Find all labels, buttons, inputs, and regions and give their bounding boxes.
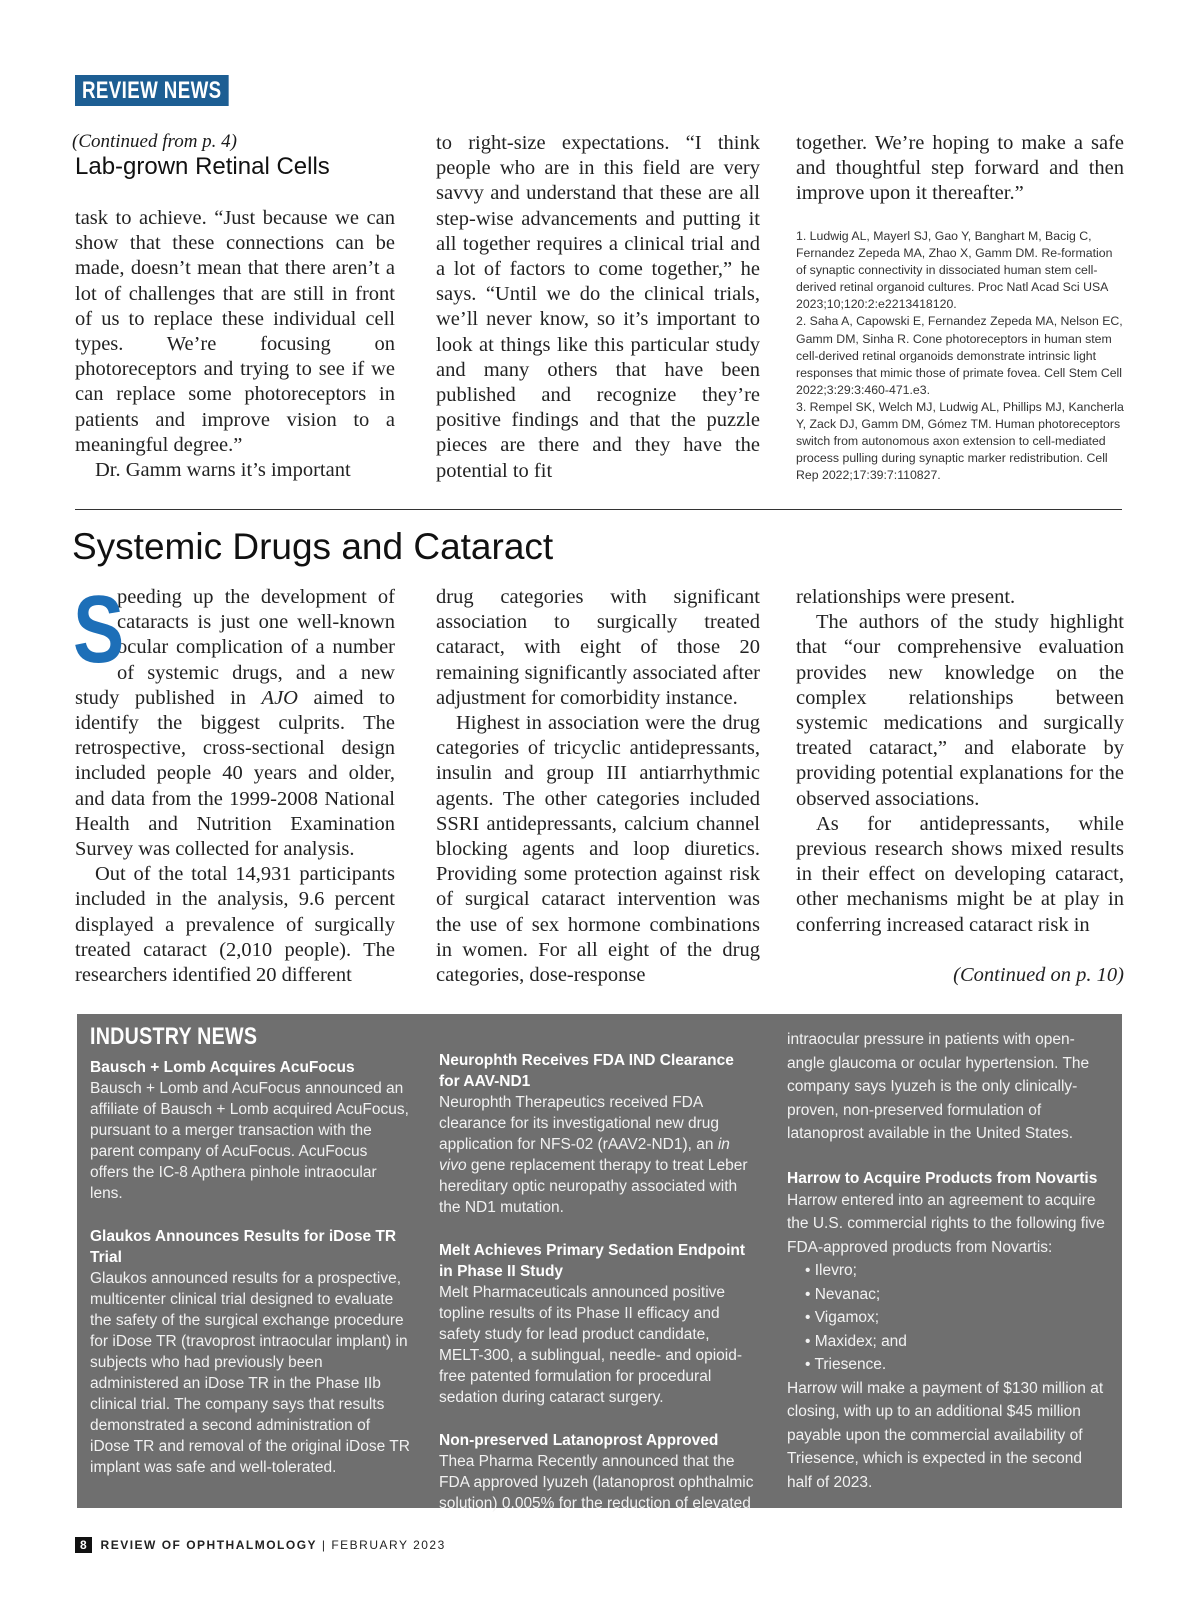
news-headline: Glaukos Announces Results for iDose TR Trial <box>90 1228 397 1266</box>
industry-news-title: INDUSTRY NEWS <box>90 1023 258 1050</box>
paragraph: As for antidepressants, while previous research shows mixed results in their effect on developing cataract, other mechanisms might be at play in conferring increased cataract risk in <box>796 812 1124 936</box>
publication-name: REVIEW OF OPHTHALMOLOGY <box>100 1538 318 1552</box>
paragraph: together. We’re hoping to make a safe and thoughtful step forward and then improve upon it thereafter.” <box>796 132 1124 205</box>
section-divider <box>75 509 1122 510</box>
list-item: • Maxidex; and <box>805 1330 1109 1354</box>
drop-cap: S <box>73 576 125 683</box>
news-body: Harrow will make a payment of $130 million at closing, with up to an additional $45 million payable upon the commercial availability of Triesence, which is expected in the second half of 2023. <box>787 1379 1104 1491</box>
paragraph: task to achieve. “Just because we can show that these connections can be made, doesn’t mean that there aren’t a lot of challenges that are still in front of us to replace these individual cell types. We’re focusing on photoreceptors and trying to see if we can replace some photoreceptors in patients and improve vision to a meaningful degree.” <box>75 207 395 456</box>
industry-news-box <box>77 1014 1122 1512</box>
reference-item: 3. Rempel SK, Welch MJ, Ludwig AL, Phillips MJ, Kancherla Y, Zack DJ, Gamm DM, Gómez TM. Human photoreceptors switch from autonomous axon extension to cell-mediated process pulling during synaptic marker redistribution. Cell Rep 2022;17:39:7:110827. <box>796 399 1124 483</box>
article-title: Lab-grown Retinal Cells <box>75 153 330 180</box>
page-footer <box>75 1537 446 1553</box>
paragraph: Dr. Gamm warns it’s important <box>95 459 351 482</box>
paragraph: to right-size expectations. “I think people who are in this field are very savvy and understand that these are all step-wise advancements and putting it all together requires a clinical trial and a lot of factors to come together,” he says. “Until we do the clinical trials, we’ll never know, so it’s important to look at things like this particular study and many others that have been published and recognize they’re positive findings and that the puzzle pieces are there and they have the potential to fit <box>436 132 760 482</box>
news-body: Thea Pharma Recently announced that the FDA approved Iyuzeh (latanoprost ophthalmic solution) 0.005% for the reduction of elevated <box>439 1453 754 1512</box>
list-item: • Triesence. <box>805 1353 1109 1377</box>
paragraph: The authors of the study highlight that “our comprehensive evaluation provides new knowledge on the complex relationships between systemic medications and surgically treated cataract,” and elaborate by providing potential explanations for the observed associations. <box>796 611 1124 810</box>
page-number: 8 <box>75 1537 92 1553</box>
continued-from-note: (Continued from p. 4) <box>72 131 238 152</box>
references-list <box>796 228 1124 484</box>
product-list <box>787 1259 1109 1377</box>
list-item: • Vigamox; <box>805 1306 1109 1330</box>
news-body: Harrow entered into an agreement to acquire the U.S. commercial rights to the following five FDA-approved products from Novartis: <box>787 1191 1105 1256</box>
section-tag: REVIEW NEWS <box>75 75 229 106</box>
footer-separator: | <box>321 1538 327 1552</box>
main-article-column-1 <box>73 576 395 988</box>
news-headline: Bausch + Lomb Acquires AcuFocus <box>90 1059 355 1076</box>
list-item: • Ilevro; <box>805 1259 1109 1283</box>
news-headline: Melt Achieves Primary Sedation Endpoint in Phase II Study <box>439 1242 746 1280</box>
industry-news-column-3 <box>787 1028 1109 1494</box>
issue-date: FEBRUARY 2023 <box>331 1538 446 1552</box>
news-headline: Non-preserved Latanoprost Approved <box>439 1432 719 1449</box>
news-headline: Harrow to Acquire Products from Novartis <box>787 1169 1098 1187</box>
reference-item: 2. Saha A, Capowski E, Fernandez Zepeda MA, Nelson EC, Gamm DM, Sinha R. Cone photoreceptors in human stem cell-derived retinal organoids demonstrate intrinsic light responses that mimic those of primate fovea. Cell Stem Cell 2022;3:29:3:460-471.e3. <box>796 314 1123 397</box>
top-article-column-3 <box>796 131 1124 207</box>
paragraph: S peeding up the development of cataracts is just one well-known ocular complication of a number of systemic drugs, and a new study published in AJO aimed to identify the biggest culprits. The retrospective, cross-sectional design included people 40 years and older, and data from the 1999-2008 National Health and Nutrition Examination Survey was collected for analysis. <box>73 576 395 861</box>
news-body: Melt Pharmaceuticals announced positive topline results of its Phase II efficacy and safety study for lead product candidate, MELT-300, a sublingual, needle- and opioid-free patented formulation for procedural sedation during cataract surgery. <box>439 1284 743 1406</box>
top-article-column-1 <box>75 206 395 483</box>
main-article-column-3 <box>796 585 1124 988</box>
list-item: • Nevanac; <box>805 1283 1109 1307</box>
article-headline: Systemic Drugs and Cataract <box>72 526 554 567</box>
news-body: Bausch + Lomb and AcuFocus announced an affiliate of Bausch + Lomb acquired AcuFocus, pursuant to a merger transaction with the parent company of AcuFocus. AcuFocus offers the IC-8 Apthera pinhole intraocular lens. <box>90 1080 409 1202</box>
industry-news-column-1 <box>90 1023 410 1478</box>
news-body: intraocular pressure in patients with open-angle glaucoma or ocular hypertension. The company says Iyuzeh is the only clinically-proven, non-preserved formulation of latanoprost available in the United States. <box>787 1031 1090 1142</box>
continued-on-note: (Continued on p. 10) <box>953 963 1124 986</box>
top-article-column-2 <box>436 131 760 484</box>
paragraph: drug categories with significant association to surgically treated cataract, with eight of those 20 remaining significantly associated after adjustment for comorbidity instance. <box>436 586 760 709</box>
news-headline: Neurophth Receives FDA IND Clearance for AAV-ND1 <box>439 1052 734 1090</box>
paragraph: Highest in association were the drug categories of tricyclic antidepressants, insulin and group III antiarrhythmic agents. The other categories included SSRI antidepressants, calcium channel blocking agents and loop diuretics. Providing some protection against risk of surgical cataract intervention was the use of sex hormone combinations in women. For all eight of the drug categories, dose-response <box>436 712 760 987</box>
journal-name: AJO <box>261 686 298 709</box>
paragraph: Out of the total 14,931 participants included in the analysis, 9.6 percent displayed a prevalence of surgically treated cataract (2,010 people). The researchers identified 20 different <box>75 863 395 987</box>
news-body: Glaukos announced results for a prospective, multicenter clinical trial designed to evaluate the safety of the surgical exchange procedure for iDose TR (travoprost intraocular implant) in subjects who had previously been administered an iDose TR in the Phase IIb clinical trial. The company says that results demonstrated a second administration of iDose TR and removal of the original iDose TR implant was safe and well-tolerated. <box>90 1270 410 1476</box>
industry-news-column-2 <box>439 1050 755 1514</box>
main-article-column-2 <box>436 585 760 988</box>
paragraph: relationships were present. <box>796 586 1016 608</box>
reference-item: 1. Ludwig AL, Mayerl SJ, Gao Y, Banghart M, Bacig C, Fernandez Zepeda MA, Zhao X, Gamm DM. Re-formation of synaptic connectivity in dissociated human stem cell-derived retinal organoid cultures. Proc Natl Acad Sci USA 2023;10;120:2:e2213418120. <box>796 229 1113 312</box>
news-body: Neurophth Therapeutics received FDA clearance for its investigational new drug application for NFS-02 (rAAV2-ND1), an in vivo gene replacement therapy to treat Leber hereditary optic neuropathy associated with the ND1 mutation. <box>439 1094 748 1216</box>
